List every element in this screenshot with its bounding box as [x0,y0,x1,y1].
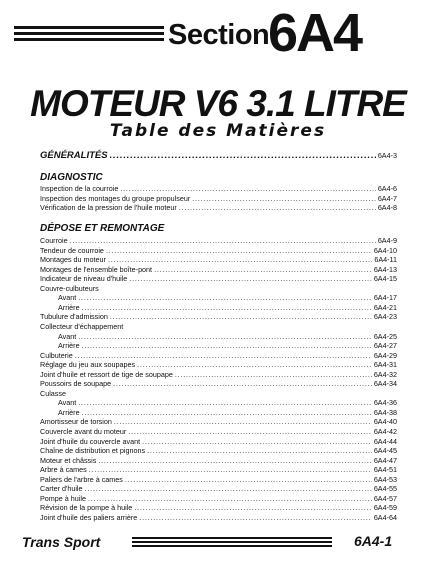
toc-leader [154,265,372,274]
toc-label: Joint d'huile du couvercle avant [40,436,141,446]
toc-label: Avant [58,398,77,408]
toc-label: Pompe à huile [40,493,86,503]
toc-row [40,351,397,360]
toc-label: Courroie [40,236,68,245]
toc-row [40,274,397,283]
toc-label: Tubulure d'admission [40,312,108,322]
toc-label: Arrière [58,302,80,312]
toc-label: Tendeur de courroie [40,245,104,255]
toc-page: 6A4-40 [373,417,397,427]
toc-page: 6A4-7 [377,193,397,203]
toc-page: 6A4-11 [374,255,397,265]
toc-row [40,398,397,407]
toc-leader [147,446,372,455]
toc-row [40,456,397,465]
toc-row [40,332,397,341]
toc-page: 6A4-42 [373,427,397,436]
toc-leader [108,255,372,264]
toc-label: Réglage du jeu aux soupapes [40,360,136,370]
toc-page: 6A4-27 [373,341,397,351]
toc-page: 6A4-31 [373,360,397,370]
toc-leader [88,494,372,503]
toc-page: 6A4-3 [377,151,397,160]
header-rules [14,26,164,44]
toc-label: Paliers de l'arbre à cames [40,474,123,484]
toc-leader [134,503,372,512]
toc-leader [192,194,376,203]
toc-label: Inspection des montages du groupe propulseur [40,193,191,203]
toc-label: Culbuterie [40,350,73,360]
footer-model: Trans Sport [22,534,101,550]
toc-label: Culasse [40,388,66,398]
toc-label: Collecteur d'échappement [40,321,124,331]
toc-row [40,303,397,312]
toc-leader [113,379,372,388]
toc-page: 6A4-45 [373,446,397,456]
toc-row [40,494,397,503]
toc-leader [179,203,376,212]
toc-page: 6A4-32 [373,369,397,379]
toc-leader [82,341,372,350]
toc-label: Arbre à cames [40,465,87,475]
toc-row [40,417,397,426]
toc-row [40,341,397,350]
toc-leader [128,427,372,436]
toc-leader [82,303,372,312]
toc-page: 6A4-21 [373,302,397,312]
toc-label: Moteur et châssis [40,455,97,465]
toc-page: 6A4-38 [373,407,397,417]
toc-row [40,312,397,321]
footer-rules [132,537,332,549]
toc-row [40,360,397,369]
toc-row [40,446,397,455]
toc-leader [175,370,372,379]
toc-row [40,465,397,474]
toc-label: Avant [58,293,77,303]
toc-label: Inspection de la courroie [40,184,119,193]
toc-page: 6A4-34 [373,379,397,389]
toc-leader [82,408,372,417]
toc-label: Joint d'huile des paliers arrière [40,512,138,522]
toc-leader [110,150,376,162]
heading-diagnostic: DIAGNOSTIC [40,172,103,183]
toc-leader [70,236,376,245]
toc-leader [129,274,372,283]
toc-page: 6A4-64 [373,512,397,522]
toc-page: 6A4-29 [373,350,397,360]
page-title: MOTEUR V6 3.1 LITRE [30,83,406,124]
toc-page: 6A4-13 [373,264,397,274]
toc-label: Joint d'huile et ressort de tige de soupape [40,369,173,379]
toc-label: Couvre-culbuteurs [40,283,99,293]
toc-label: Avant [58,331,77,341]
toc-page: 6A4-9 [377,236,397,245]
toc-row [40,203,397,212]
toc-page: 6A4-44 [373,436,397,446]
toc-page: 6A4-15 [373,274,397,284]
toc-row [40,475,397,484]
toc-row [40,194,397,203]
toc-label: GÉNÉRALITÉS [40,150,108,161]
toc-page: 6A4-36 [373,398,397,408]
toc-row [40,513,397,522]
toc-leader [89,465,372,474]
toc-label: Poussoirs de soupape [40,379,112,389]
toc-label: Montages de l'ensemble boîte-pont [40,264,153,274]
toc-page: 6A4-17 [373,293,397,303]
toc-label: Amortisseur de torsion [40,417,112,427]
toc-row [40,408,397,417]
toc-label: Carter d'huile [40,484,83,494]
toc-label: Arrière [58,341,80,351]
toc-label: Révision de la pompe à huile [40,503,133,513]
toc-row [40,265,397,274]
toc-leader [78,293,372,302]
toc-row [40,503,397,512]
toc-row [40,437,397,446]
toc-row [40,427,397,436]
toc-leader [78,398,372,407]
heading-depose: DÉPOSE ET REMONTAGE [40,223,165,234]
toc-row [40,284,397,293]
toc-page: 6A4-53 [373,474,397,484]
toc-row [40,236,397,245]
toc-page: 6A4-25 [373,331,397,341]
toc-label: Montages du moteur [40,255,106,265]
toc-page: 6A4-51 [373,465,397,475]
toc-leader [125,475,372,484]
toc-page: 6A4-8 [377,203,397,212]
toc-label: Vérification de la pression de l'huile moteur [40,203,177,212]
toc-leader [142,437,372,446]
page-subtitle: Table des Matières [109,121,327,141]
footer-page-number: 6A4-1 [354,533,393,549]
toc-row [40,389,397,398]
toc-row [40,293,397,302]
toc-label: Couvercle avant du moteur [40,427,127,436]
toc-leader [75,351,372,360]
toc-page: 6A4-23 [373,312,397,322]
toc-leader [78,332,372,341]
toc-label: Chaîne de distribution et pignons [40,446,146,456]
section-number: 6A4 [268,3,362,63]
toc-row [40,379,397,388]
toc-page: 6A4-55 [373,484,397,494]
section-label: Section [168,19,270,51]
toc-page: 6A4-47 [373,455,397,465]
toc-leader [110,312,372,321]
toc-leader [98,456,371,465]
toc-row [40,246,397,255]
toc-leader [85,484,372,493]
toc-row [40,370,397,379]
toc-row [40,255,397,264]
toc-row [40,184,397,193]
toc-generalites [40,150,397,162]
toc-row [40,484,397,493]
toc-row [40,322,397,331]
toc-page: 6A4-57 [373,493,397,503]
toc-page: 6A4-6 [377,184,397,193]
toc-label: Indicateur de niveau d'huile [40,274,128,284]
toc-leader [137,360,372,369]
toc-page: 6A4-10 [373,245,397,255]
toc-leader [139,513,372,522]
toc-page: 6A4-59 [373,503,397,513]
toc-leader [114,417,372,426]
toc-label: Arrière [58,407,80,417]
toc-leader [120,184,376,193]
toc-leader [106,246,372,255]
